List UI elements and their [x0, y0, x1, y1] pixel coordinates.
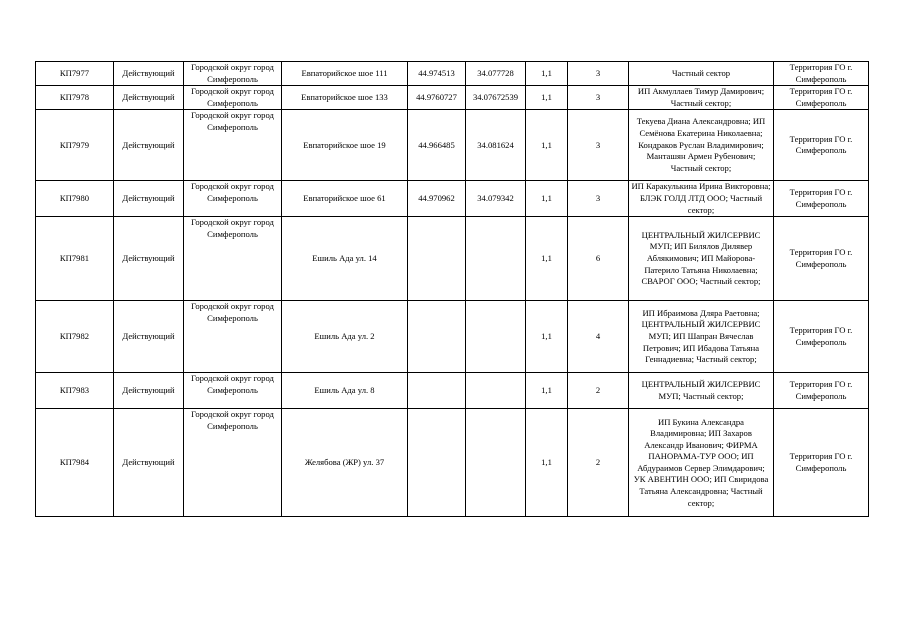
row-volume: 1,1: [526, 86, 568, 110]
row-latitude: [408, 373, 466, 409]
row-id: КП7978: [36, 86, 114, 110]
row-volume: 1,1: [526, 373, 568, 409]
row-territory: Территория ГО г. Симферополь: [774, 301, 869, 373]
row-longitude: [466, 409, 526, 517]
row-district: Городской округ город Симферополь: [184, 86, 282, 110]
row-volume: 1,1: [526, 409, 568, 517]
row-address: Евпаторийское шое 19: [282, 110, 408, 181]
row-container-count: 3: [568, 181, 629, 217]
row-longitude: 34.079342: [466, 181, 526, 217]
row-status: Действующий: [114, 110, 184, 181]
table-row: [36, 62, 869, 86]
row-volume: 1,1: [526, 217, 568, 301]
row-district: Городской округ город Симферополь: [184, 301, 282, 373]
row-container-count: 2: [568, 409, 629, 517]
row-territory: Территория ГО г. Симферополь: [774, 86, 869, 110]
row-longitude: 34.07672539: [466, 86, 526, 110]
row-container-count: 3: [568, 62, 629, 86]
table-row: [36, 110, 869, 181]
row-owners: ИП Ибраимова Дляра Раетовна; ЦЕНТРАЛЬНЫЙ ЖИЛСЕРВИС МУП; ИП Шапран Вячеслав Петрович; ИП Ибадова Татьяна Геннадиевна; Частный сектор;: [629, 301, 774, 373]
row-territory: Территория ГО г. Симферополь: [774, 110, 869, 181]
row-container-count: 4: [568, 301, 629, 373]
row-longitude: [466, 301, 526, 373]
row-district: Городской округ город Симферополь: [184, 181, 282, 217]
row-territory: Территория ГО г. Симферополь: [774, 217, 869, 301]
row-id: КП7984: [36, 409, 114, 517]
row-status: Действующий: [114, 62, 184, 86]
row-territory: Территория ГО г. Симферополь: [774, 181, 869, 217]
row-id: КП7983: [36, 373, 114, 409]
row-district: Городской округ город Симферополь: [184, 217, 282, 301]
table-row: [36, 373, 869, 409]
row-latitude: 44.974513: [408, 62, 466, 86]
row-latitude: [408, 409, 466, 517]
row-address: Ешиль Ада ул. 2: [282, 301, 408, 373]
table-row: [36, 86, 869, 110]
row-owners: ИП Букина Александра Владимировна; ИП Захаров Александр Иванович; ФИРМА ПАНОРАМА-ТУР ООО; ИП Абдураимов Сервер Элимдарович; УК АВЕНТИН ООО; ИП Свиридова Татьяна Александровна; Частный сектор;: [629, 409, 774, 517]
row-volume: 1,1: [526, 110, 568, 181]
table-row: [36, 181, 869, 217]
row-territory: Территория ГО г. Симферополь: [774, 373, 869, 409]
row-volume: 1,1: [526, 62, 568, 86]
row-container-count: 6: [568, 217, 629, 301]
row-district: Городской округ город Симферополь: [184, 373, 282, 409]
row-status: Действующий: [114, 181, 184, 217]
row-status: Действующий: [114, 409, 184, 517]
row-address: Ешиль Ада ул. 14: [282, 217, 408, 301]
row-territory: Территория ГО г. Симферополь: [774, 409, 869, 517]
row-longitude: 34.077728: [466, 62, 526, 86]
row-address: Желябова (ЖР) ул. 37: [282, 409, 408, 517]
row-status: Действующий: [114, 373, 184, 409]
row-container-count: 3: [568, 86, 629, 110]
row-address: Евпаторийское шое 133: [282, 86, 408, 110]
row-longitude: [466, 217, 526, 301]
table-row: [36, 217, 869, 301]
row-district: Городской округ город Симферополь: [184, 62, 282, 86]
table-row: [36, 409, 869, 517]
row-owners: ИП Каракулькина Ирина Викторовна; БЛЭК ГОЛД ЛТД ООО; Частный сектор;: [629, 181, 774, 217]
row-owners: ЦЕНТРАЛЬНЫЙ ЖИЛСЕРВИС МУП; ИП Билялов Дилявер Аблякимович; ИП Майорова-Патерило Татьяна Николаевна; СВАРОГ ООО; Частный сектор;: [629, 217, 774, 301]
row-longitude: 34.081624: [466, 110, 526, 181]
row-address: Евпаторийское шое 111: [282, 62, 408, 86]
row-longitude: [466, 373, 526, 409]
row-id: КП7981: [36, 217, 114, 301]
row-id: КП7979: [36, 110, 114, 181]
row-district: Городской округ город Симферополь: [184, 110, 282, 181]
row-address: Ешиль Ада ул. 8: [282, 373, 408, 409]
row-latitude: [408, 301, 466, 373]
row-latitude: 44.970962: [408, 181, 466, 217]
row-district: Городской округ город Симферополь: [184, 409, 282, 517]
row-owners: ЦЕНТРАЛЬНЫЙ ЖИЛСЕРВИС МУП; Частный сектор;: [629, 373, 774, 409]
row-latitude: 44.966485: [408, 110, 466, 181]
row-territory: Территория ГО г. Симферополь: [774, 62, 869, 86]
row-owners: Текуева Диана Александровна; ИП Семёнова Екатерина Николаевна; Кондраков Руслан Владимирович; Манташян Армен Рубенович; Частный сектор;: [629, 110, 774, 181]
registry-table: [35, 61, 869, 517]
row-address: Евпаторийское шое 61: [282, 181, 408, 217]
row-owners: ИП Акмуллаев Тимур Дамирович; Частный сектор;: [629, 86, 774, 110]
row-status: Действующий: [114, 217, 184, 301]
row-volume: 1,1: [526, 301, 568, 373]
row-container-count: 2: [568, 373, 629, 409]
row-status: Действующий: [114, 86, 184, 110]
row-latitude: 44.9760727: [408, 86, 466, 110]
row-container-count: 3: [568, 110, 629, 181]
row-id: КП7977: [36, 62, 114, 86]
table-row: [36, 301, 869, 373]
row-id: КП7980: [36, 181, 114, 217]
row-id: КП7982: [36, 301, 114, 373]
row-status: Действующий: [114, 301, 184, 373]
row-owners: Частный сектор: [629, 62, 774, 86]
row-latitude: [408, 217, 466, 301]
table-body: [36, 62, 869, 517]
row-volume: 1,1: [526, 181, 568, 217]
